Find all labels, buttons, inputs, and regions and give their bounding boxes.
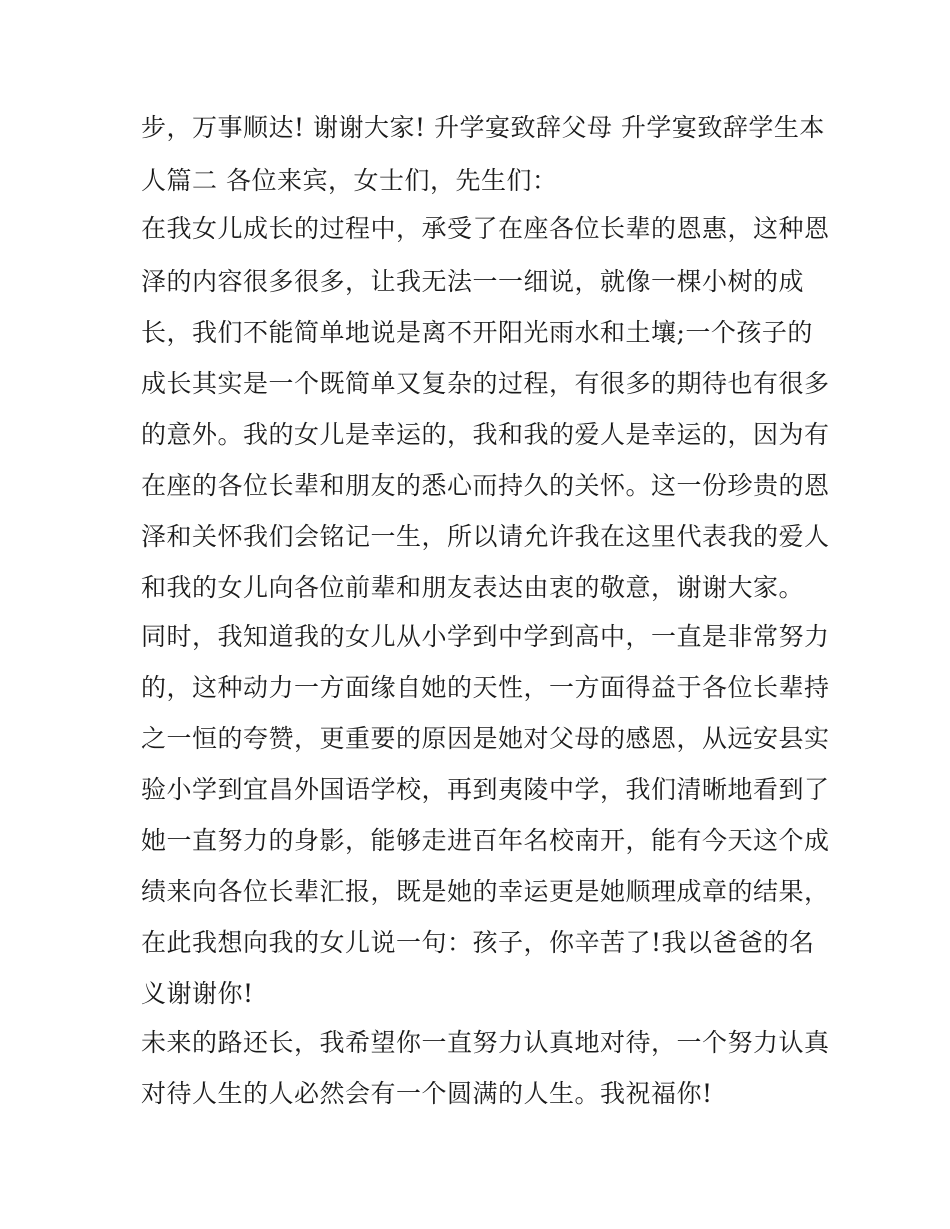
text-line: 同时，我知道我的女儿从小学到中学到高中，一直是非常努力	[141, 622, 830, 651]
text-line: 的，这种动力一方面缘自她的天性，一方面得益于各位长辈持	[141, 673, 830, 702]
text-line: 未来的路还长，我希望你一直努力认真地对待，一个努力认真	[141, 1028, 830, 1057]
text-line: 在我女儿成长的过程中，承受了在座各位长辈的恩惠，这种恩	[141, 214, 830, 243]
text-line: 泽的内容很多很多，让我无法一一细说，就像一棵小树的成	[141, 267, 805, 296]
text-line: 之一恒的夸赞，更重要的原因是她对父母的感恩，从远安县实	[141, 724, 830, 753]
text-line: 在此我想向我的女儿说一句：孩子，你辛苦了!我以爸爸的名	[141, 928, 815, 957]
text-line: 泽和关怀我们会铭记一生，所以请允许我在这里代表我的爱人	[141, 522, 830, 551]
text-line: 对待人生的人必然会有一个圆满的人生。我祝福你!	[141, 1079, 713, 1108]
text-line: 在座的各位长辈和朋友的悉心而持久的关怀。这一份珍贵的恩	[141, 471, 830, 500]
text-line: 人篇二 各位来宾，女士们，先生们：	[141, 166, 558, 195]
text-line: 长，我们不能简单地说是离不开阳光雨水和土壤;一个孩子的	[141, 318, 813, 347]
text-line: 绩来向各位长辈汇报，既是她的幸运更是她顺理成章的结果，	[141, 877, 830, 906]
text-line: 她一直努力的身影，能够走进百年名校南开，能有今天这个成	[141, 826, 830, 855]
text-line: 验小学到宜昌外国语学校，再到夷陵中学，我们清晰地看到了	[141, 775, 830, 804]
text-line: 义谢谢你!	[141, 979, 254, 1008]
text-line: 的意外。我的女儿是幸运的，我和我的爱人是幸运的，因为有	[141, 420, 830, 449]
text-line: 成长其实是一个既简单又复杂的过程，有很多的期待也有很多	[141, 369, 830, 398]
text-line: 步，万事顺达! 谢谢大家! 升学宴致辞父母 升学宴致辞学生本	[141, 113, 825, 142]
text-line: 和我的女儿向各位前辈和朋友表达由衷的敬意，谢谢大家。	[141, 573, 805, 602]
